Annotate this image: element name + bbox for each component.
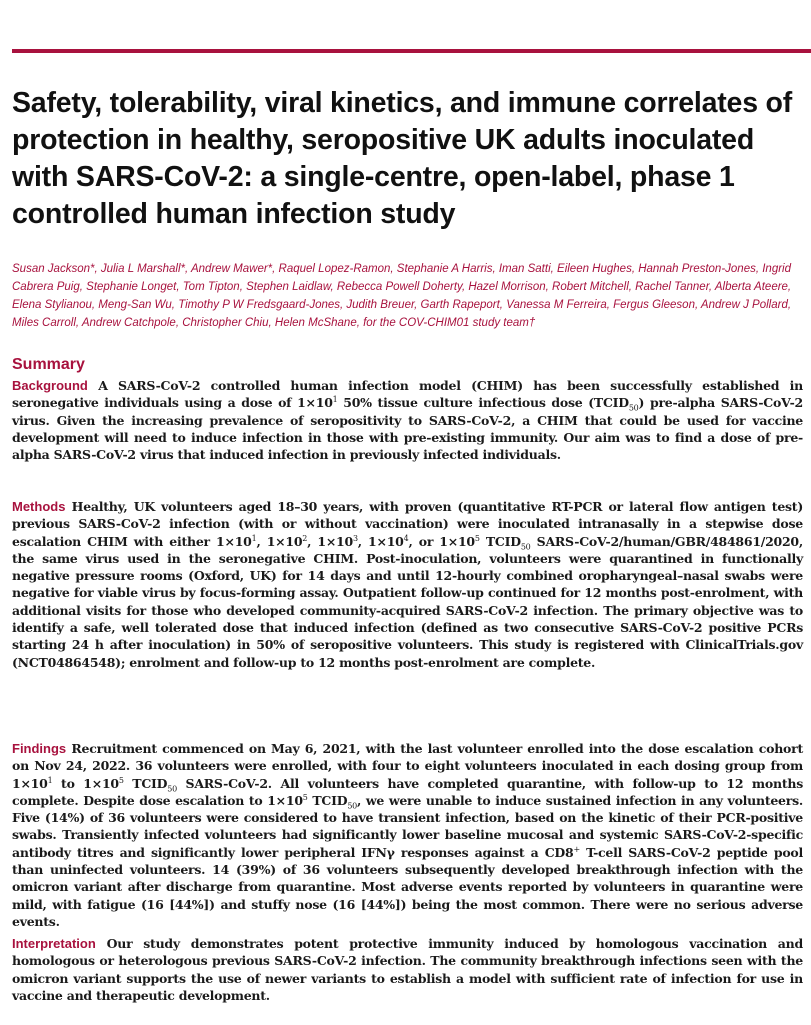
header-rule <box>12 49 811 53</box>
abstract-background: Background A SARS-CoV-2 controlled human infection model (CHIM) has been successfully established in seronegative individuals using a dose of $1\times 10^1$ 50% tissue culture infectious dose $(TCID_{50})$ pre-alpha SARS-CoV-2 virus. Given the increasing prevalence of seropositivity to SARS-CoV-2, a CHIM that could be used for vaccine development will need to induce infection in those with pre-existing immunity. Our aim was to find a dose of pre-alpha SARS-CoV-2 virus that induced infection in previously infected individuals. <box>12 378 803 463</box>
summary-heading: Summary <box>12 356 85 373</box>
article-title: Safety, tolerability, viral kinetics, and immune correlates of protection in healthy, seropositive UK adults inoculated with SARS-CoV-2: a single-centre, open-label, phase 1 controlled human infection study <box>12 87 793 230</box>
background-label: Background <box>12 378 88 393</box>
abstract-interpretation: Interpretation Our study demonstrates potent protective immunity induced by homologous vaccination and homologous or heterologous previous SARS-CoV-2 infection. The community breakthrough infections seen with the omicron variant supports the use of newer variants to establish a model with sufficient rate of infection for use in vaccine and therapeutic development. <box>12 936 803 1003</box>
author-list: Susan Jackson*, Julia L Marshall*, Andrew Mawer*, Raquel Lopez-Ramon, Stephanie A Harris, Iman Satti, Eileen Hughes, Hannah Preston-Jones, Ingrid Cabrera Puig, Stephanie Longet, Tom Tipton, Stephen Laidlaw, Rebecca Powell Doherty, Hazel Morrison, Robert Mitchell, Rachel Tanner, Alberta Ateere, Elena Stylianou, Meng-San Wu, Timothy P W Fredsgaard-Jones, Judith Breuer, Garth Rapeport, Vanessa M Ferreira, Fergus Gleeson, Andrew J Pollard, Miles Carroll, Andrew Catchpole, Christopher Chiu, Helen McShane, for the COV-CHIM01 study team† <box>12 263 792 329</box>
abstract-methods: Methods Healthy, UK volunteers aged 18–30 years, with proven (quantitative RT-PCR or lateral flow antigen test) previous SARS-CoV-2 infection (with or without vaccination) were inoculated intranasally in a stepwise dose escalation CHIM with either $1\times 10^1$, $1\times 10^2$, $1\times 10^3$, $1\times 10^4$, or $1\times 10^5$ $TCID_{50}$ SARS-CoV-2/human/GBR/484861/2020, the same virus used in the seronegative CHIM. Post-inoculation, volunteers were quarantined in functionally negative pressure rooms (Oxford, UK) for 14 days and until 12-hourly combined oropharyngeal–nasal swabs were negative for viable virus by focus-forming assay. Outpatient follow-up continued for 12 months post-enrolment, with additional visits for those who developed community-acquired SARS-CoV-2 infection. The primary objective was to identify a safe, well tolerated dose that induced infection (defined as two consecutive SARS-CoV-2 positive PCRs starting 24 h after inoculation) in 50% of seropositive volunteers. This study is registered with ClinicalTrials.gov (NCT04864548); enrolment and follow-up to 12 months post-enrolment are complete. <box>12 499 803 670</box>
interpretation-label: Interpretation <box>12 936 96 951</box>
findings-label: Findings <box>12 741 67 756</box>
abstract-findings: Findings Recruitment commenced on May 6, 2021, with the last volunteer enrolled into the dose escalation cohort on Nov 24, 2022. 36 volunteers were enrolled, with four to eight volunteers inoculated in each dosing group from $1\times 10^1$ to $1\times 10^5$ $TCID_{50}$ SARS-CoV-2. All volunteers have completed quarantine, with follow-up to 12 months complete. Despite dose escalation to $1\times 10^5$ $TCID_{50}$, we were unable to induce sustained infection in any volunteers. Five (14%) of 36 volunteers were considered to have transient infection, based on the kinetic of their PCR-positive swabs. Transiently infected volunteers had significantly lower baseline mucosal and systemic SARS-CoV-2-specific antibody titres and significantly lower peripheral IFNγ responses against a CD8+ T-cell SARS-CoV-2 peptide pool than uninfected volunteers. 14 (39%) of 36 volunteers subsequently developed breakthrough infection with the omicron variant after discharge from quarantine. Most adverse events reported by volunteers in quarantine were mild, with fatigue (16 [44%]) and stuffy nose (16 [44%]) being the most common. There were no serious adverse events. <box>12 741 804 929</box>
methods-label: Methods <box>12 499 66 514</box>
